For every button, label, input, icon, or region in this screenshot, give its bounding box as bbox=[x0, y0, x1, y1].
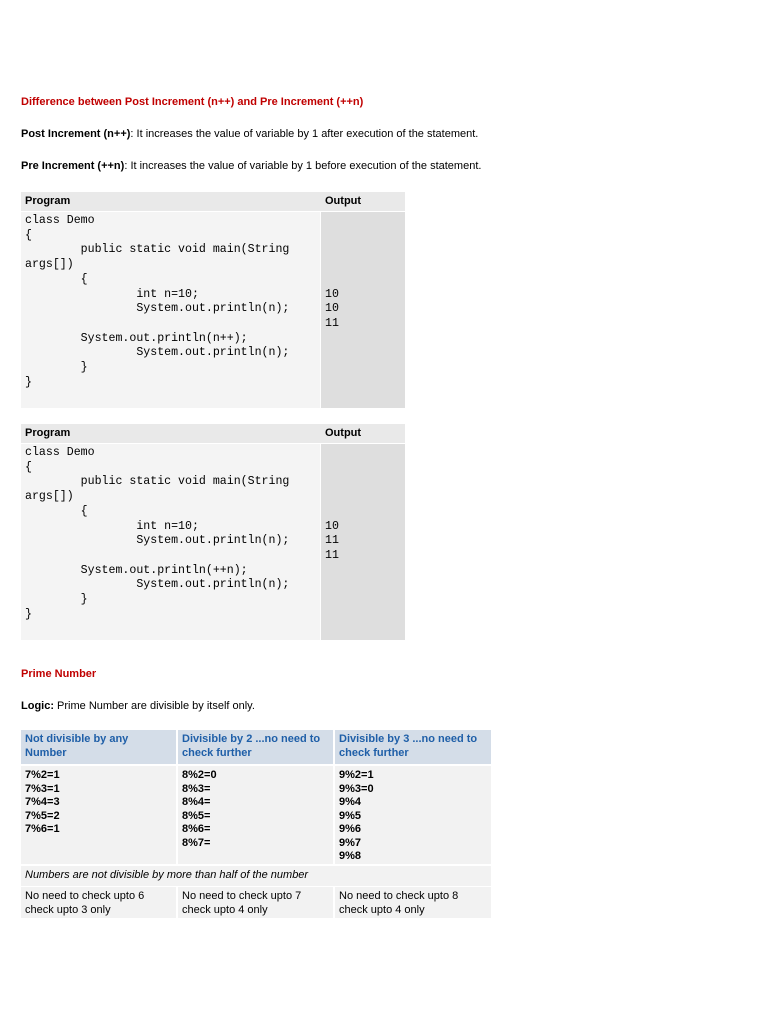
prime-cell-nine: 9%2=1 9%3=0 9%4 9%5 9%6 9%7 9%8 bbox=[335, 766, 491, 864]
post-increment-code-table bbox=[21, 192, 405, 408]
pre-increment-label: Pre Increment (++n) bbox=[21, 160, 125, 172]
program-code: class Demo { public static void main(String args[]) { int n=10; System.out.println(n); System.out.println(n++); System.out.println(n); } } bbox=[25, 214, 290, 389]
logic-paragraph bbox=[21, 700, 255, 712]
prime-cell-seven: 7%2=1 7%3=1 7%4=3 7%5=2 7%6=1 bbox=[21, 766, 176, 864]
program-output: 10 10 11 bbox=[325, 287, 339, 330]
prime-footer-seven: No need to check upto 6 check upto 3 only bbox=[21, 887, 176, 918]
prime-header-divisible-by-2: Divisible by 2 ...no need to check further bbox=[178, 730, 333, 764]
section-title-increment: Difference between Post Increment (n++) and Pre Increment (++n) bbox=[21, 96, 364, 108]
pre-increment-code-table bbox=[21, 424, 405, 640]
post-increment-text: : It increases the value of variable by 1 after execution of the statement. bbox=[130, 128, 479, 140]
prime-note-row: Numbers are not divisible by more than half of the number bbox=[21, 866, 491, 886]
pre-increment-text: : It increases the value of variable by 1 before execution of the statement. bbox=[124, 160, 482, 172]
table-header-row bbox=[21, 192, 405, 211]
prime-cell-eight: 8%2=0 8%3= 8%4= 8%5= 8%6= 8%7= bbox=[178, 766, 333, 864]
prime-header-not-divisible: Not divisible by any Number bbox=[21, 730, 176, 764]
prime-number-table bbox=[21, 730, 491, 920]
prime-footer-eight: No need to check upto 7 check upto 4 only bbox=[178, 887, 333, 918]
output-column-header: Output bbox=[321, 192, 405, 211]
section-title-prime: Prime Number bbox=[21, 668, 97, 680]
program-cell bbox=[21, 444, 320, 640]
program-code: class Demo { public static void main(String args[]) { int n=10; System.out.println(n); System.out.println(++n); System.out.println(n); } } bbox=[25, 446, 290, 621]
program-output: 10 11 11 bbox=[325, 519, 339, 562]
prime-footer-nine: No need to check upto 8 check upto 4 only bbox=[335, 887, 491, 918]
program-column-header: Program bbox=[21, 424, 320, 443]
logic-label: Logic: bbox=[21, 700, 54, 712]
program-cell bbox=[21, 212, 320, 408]
pre-increment-paragraph bbox=[21, 160, 481, 172]
output-column-header: Output bbox=[321, 424, 405, 443]
prime-header-divisible-by-3: Divisible by 3 ...no need to check further bbox=[335, 730, 491, 764]
output-cell bbox=[321, 212, 405, 408]
post-increment-paragraph bbox=[21, 128, 478, 140]
program-column-header: Program bbox=[21, 192, 320, 211]
post-increment-label: Post Increment (n++) bbox=[21, 128, 131, 140]
output-cell bbox=[321, 444, 405, 640]
table-header-row bbox=[21, 424, 405, 443]
logic-text: Prime Number are divisible by itself only. bbox=[54, 700, 255, 712]
